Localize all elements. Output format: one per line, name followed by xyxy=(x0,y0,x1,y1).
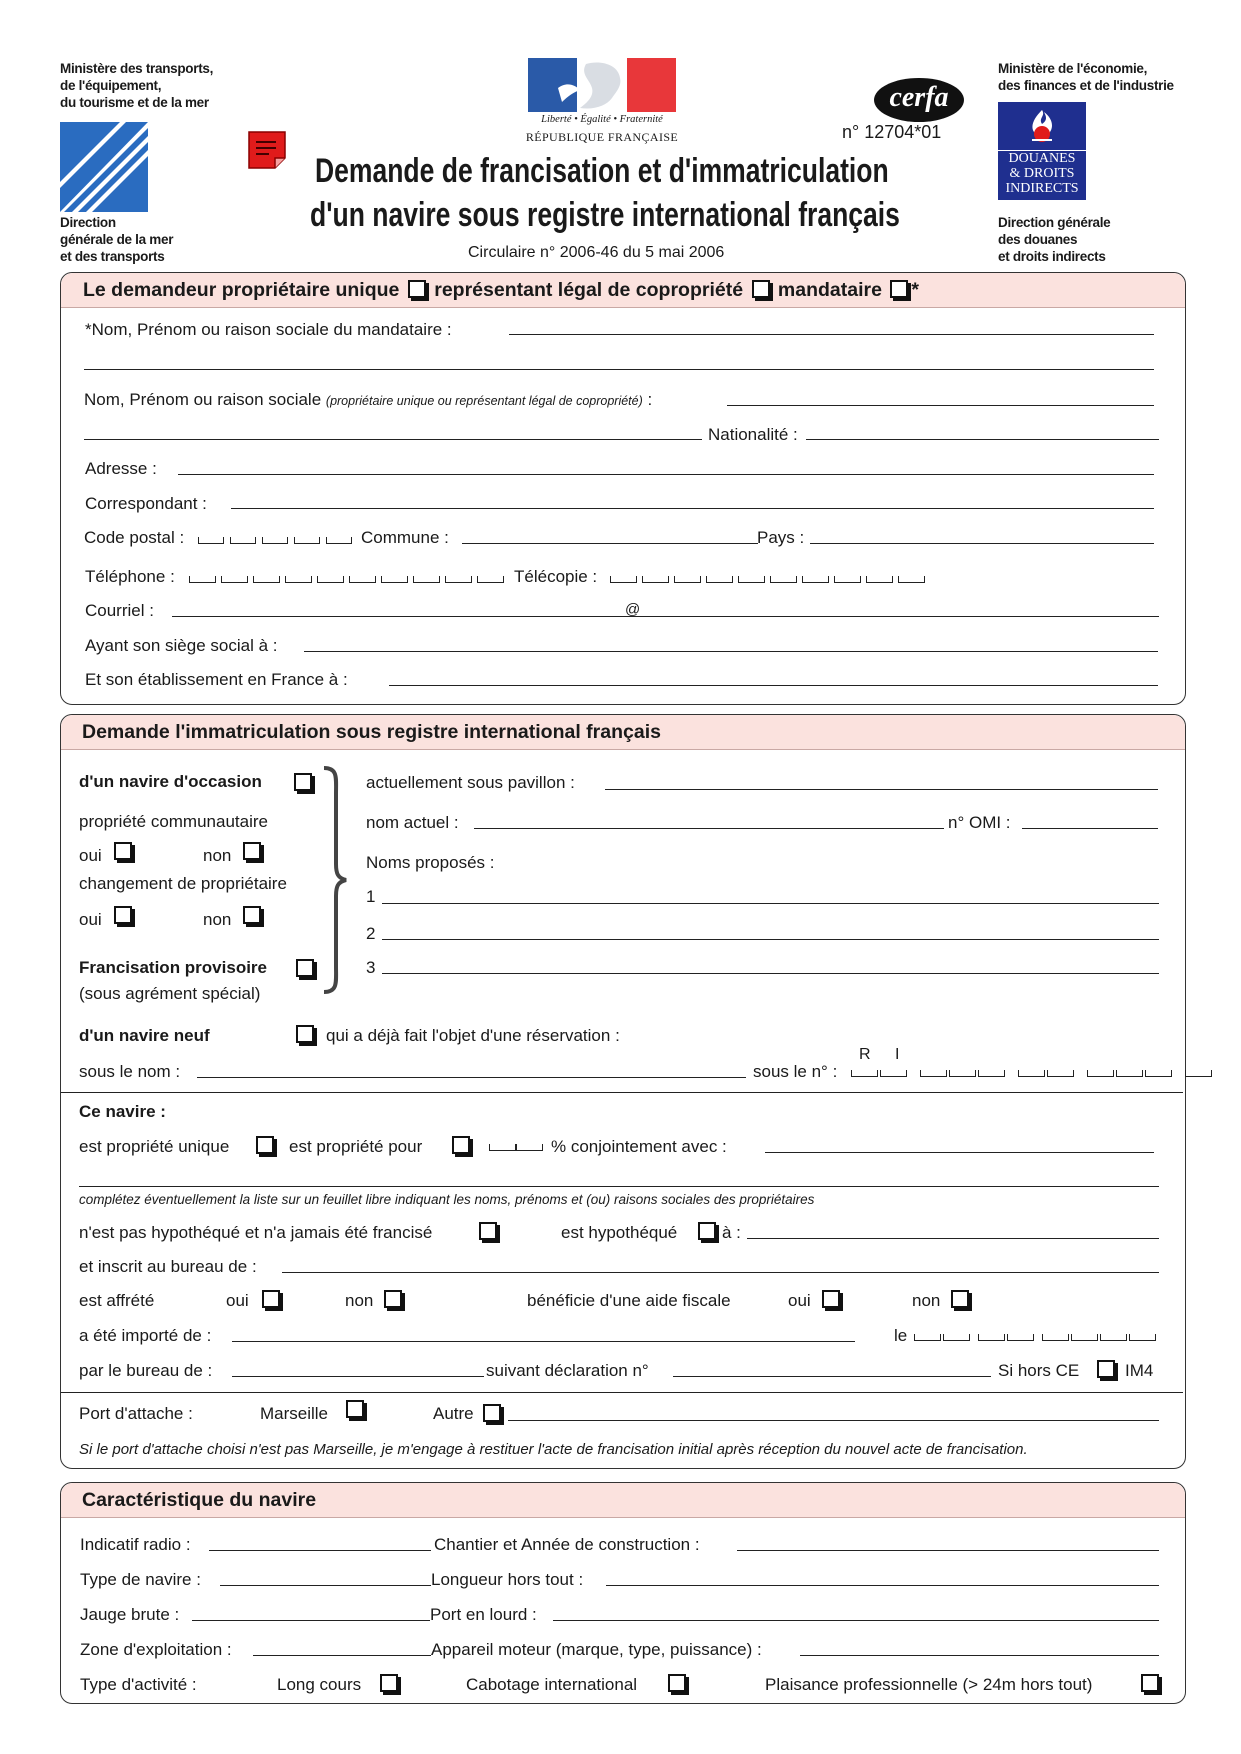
label-im4: IM4 xyxy=(1125,1361,1154,1380)
label-siege: Ayant son siège social à : xyxy=(85,636,278,655)
left-direction-name: Direction générale de la mer et des transports xyxy=(60,215,174,264)
label-plaisance: Plaisance professionnelle (> 24m hors tout) xyxy=(765,1675,1093,1694)
field-nom-actuel[interactable] xyxy=(474,828,944,829)
field-longueur[interactable] xyxy=(606,1585,1159,1586)
label-nom-actuel: nom actuel : xyxy=(366,813,459,832)
label-correspondant: Correspondant : xyxy=(85,494,207,513)
flame-icon xyxy=(1028,108,1056,146)
checkbox-francisation-provisoire[interactable] xyxy=(296,959,314,977)
field-nom-2[interactable] xyxy=(382,939,1159,940)
field-date-import[interactable] xyxy=(914,1334,1156,1342)
label-affrete: est affrété xyxy=(79,1291,155,1310)
label-chantier: Chantier et Année de construction : xyxy=(434,1535,700,1554)
field-adresse[interactable] xyxy=(178,474,1154,475)
circulaire: Circulaire n° 2006-46 du 5 mai 2006 xyxy=(468,244,725,261)
letter-r: R xyxy=(859,1046,871,1063)
checkbox-communautaire-oui[interactable] xyxy=(114,842,132,860)
header-proprietaire-unique: Le demandeur propriétaire unique xyxy=(83,279,400,301)
label-communautaire-oui: oui xyxy=(79,846,102,865)
label-name: Nom, Prénom ou raison sociale (propriétaire unique ou représentant légal de copropriété) : xyxy=(84,390,653,409)
label-aide-non: non xyxy=(912,1291,941,1310)
header-mandataire: mandataire xyxy=(777,279,882,301)
checkbox-aide-non[interactable] xyxy=(951,1290,969,1308)
label-hors-ce: Si hors CE xyxy=(998,1361,1080,1380)
cerfa-number: n° 12704*01 xyxy=(842,122,942,142)
label-affrete-oui: oui xyxy=(226,1291,249,1310)
label-nom-2: 2 xyxy=(366,924,376,943)
field-telephone[interactable] xyxy=(189,576,504,584)
label-hypotheque: est hypothéqué xyxy=(561,1223,678,1242)
field-commune[interactable] xyxy=(462,543,758,544)
right-direction-name: Direction générale des douanes et droits indirects xyxy=(998,215,1111,264)
label-sous-numero: sous le n° : xyxy=(753,1062,838,1081)
label-jauge: Jauge brute : xyxy=(80,1605,180,1624)
label-telecopie: Télécopie : xyxy=(514,567,598,586)
field-pavillon[interactable] xyxy=(605,789,1158,790)
section-header-demandeur xyxy=(61,273,1185,308)
field-nom-1[interactable] xyxy=(382,903,1159,904)
field-correspondant[interactable] xyxy=(231,508,1154,509)
field-nationalite[interactable] xyxy=(806,439,1159,440)
label-omi: n° OMI : xyxy=(948,813,1011,832)
label-indicatif: Indicatif radio : xyxy=(80,1535,191,1554)
checkbox-plaisance[interactable] xyxy=(1141,1674,1159,1692)
transports-ministry-logo xyxy=(60,122,148,212)
label-suivant: suivant déclaration n° xyxy=(486,1361,649,1380)
field-nom-3[interactable] xyxy=(382,973,1159,974)
label-autre: Autre xyxy=(433,1404,474,1423)
label-long-cours: Long cours xyxy=(277,1675,362,1694)
field-etablissement[interactable] xyxy=(389,685,1158,686)
section-title-caracteristique: Caractéristique du navire xyxy=(82,1489,317,1511)
checkbox-occasion[interactable] xyxy=(294,773,312,791)
label-propriete-communautaire: propriété communautaire xyxy=(79,812,268,831)
field-conjointement-line2[interactable] xyxy=(79,1186,1159,1187)
label-mandataire-name: *Nom, Prénom ou raison sociale du mandataire : xyxy=(85,320,452,339)
label-port-lourd: Port en lourd : xyxy=(430,1605,537,1624)
label-commune: Commune : xyxy=(361,528,449,547)
section-caracteristique xyxy=(60,1482,1186,1704)
label-pas-hypotheque: n'est pas hypothéqué et n'a jamais été francisé xyxy=(79,1223,433,1242)
field-telecopie[interactable] xyxy=(610,576,925,584)
label-aide-fiscale: bénéficie d'une aide fiscale xyxy=(527,1291,731,1310)
checkbox-affrete-oui[interactable] xyxy=(262,1290,280,1308)
field-courriel[interactable] xyxy=(172,616,1159,617)
field-par-bureau[interactable] xyxy=(232,1376,484,1377)
label-type-navire: Type de navire : xyxy=(80,1570,201,1589)
label-nom-3: 3 xyxy=(366,958,376,977)
label-ce-navire: Ce navire : xyxy=(79,1102,166,1121)
label-changement-non: non xyxy=(203,910,232,929)
field-conjointement[interactable] xyxy=(765,1152,1154,1153)
label-communautaire-non: non xyxy=(203,846,232,865)
label-conjointement: % conjointement avec : xyxy=(551,1137,727,1156)
label-francisation-provisoire: Francisation provisoire xyxy=(79,958,267,977)
label-reservation: qui a déjà fait l'objet d'une réservation : xyxy=(326,1026,620,1045)
label-port-attache: Port d'attache : xyxy=(79,1404,193,1423)
letter-i: I xyxy=(895,1046,900,1063)
label-le: le xyxy=(894,1326,908,1345)
at-sign: @ xyxy=(625,601,641,618)
section-title-demande: Demande l'immatriculation sous registre international français xyxy=(82,721,661,743)
checkbox-autre[interactable] xyxy=(483,1404,501,1422)
note-completez: complétez éventuellement la liste sur un feuillet libre indiquant les noms, prénoms et (ou) raisons sociales des propriétaires xyxy=(79,1192,815,1207)
label-nationalite: Nationalité : xyxy=(708,425,798,444)
checkbox-changement-oui[interactable] xyxy=(114,906,132,924)
field-mandataire-name-line2[interactable] xyxy=(84,369,1154,370)
field-hypotheque-a[interactable] xyxy=(747,1238,1159,1239)
brace xyxy=(320,764,350,996)
field-jauge[interactable] xyxy=(192,1620,430,1621)
label-nom-1: 1 xyxy=(366,887,376,906)
field-pourcentage[interactable] xyxy=(489,1144,543,1152)
label-changement-oui: oui xyxy=(79,910,102,929)
field-indicatif[interactable] xyxy=(209,1550,431,1551)
field-sous-nom[interactable] xyxy=(197,1077,746,1078)
checkbox-representant-legal[interactable] xyxy=(752,280,770,298)
document-icon xyxy=(247,130,287,170)
label-sous-nom: sous le nom : xyxy=(79,1062,181,1081)
checkbox-affrete-non[interactable] xyxy=(384,1290,402,1308)
checkbox-propriete-pour[interactable] xyxy=(452,1136,470,1154)
form-title-line2: d'un navire sous registre international français xyxy=(310,196,900,234)
label-courriel: Courriel : xyxy=(85,601,154,620)
label-par-bureau: par le bureau de : xyxy=(79,1361,213,1380)
checkbox-cabotage[interactable] xyxy=(668,1674,686,1692)
field-autre[interactable] xyxy=(508,1420,1159,1421)
label-zone: Zone d'exploitation : xyxy=(80,1640,232,1659)
label-affrete-non: non xyxy=(345,1291,374,1310)
checkbox-hors-ce[interactable] xyxy=(1097,1360,1115,1378)
label-inscrit: et inscrit au bureau de : xyxy=(79,1257,257,1276)
asterisk: * xyxy=(911,279,919,301)
field-mandataire-name[interactable] xyxy=(509,334,1154,335)
label-type-activite: Type d'activité : xyxy=(80,1675,197,1694)
checkbox-hypotheque[interactable] xyxy=(698,1222,716,1240)
field-omi[interactable] xyxy=(1022,828,1158,829)
field-zone[interactable] xyxy=(253,1655,431,1656)
field-chantier[interactable] xyxy=(737,1550,1159,1551)
checkbox-aide-oui[interactable] xyxy=(822,1290,840,1308)
douanes-logo: DOUANES & DROITS INDIRECTS xyxy=(998,102,1086,200)
divider xyxy=(61,1092,1183,1093)
label-marseille: Marseille xyxy=(260,1404,329,1423)
field-importe[interactable] xyxy=(232,1341,855,1342)
label-propriete-unique: est propriété unique xyxy=(79,1137,230,1156)
label-importe: a été importé de : xyxy=(79,1326,212,1345)
checkbox-navire-neuf[interactable] xyxy=(296,1025,314,1043)
field-code-postal[interactable] xyxy=(198,537,352,545)
field-suivant[interactable] xyxy=(673,1376,991,1377)
cerfa-logo: cerfa xyxy=(874,78,964,122)
checkbox-communautaire-non[interactable] xyxy=(243,842,261,860)
label-telephone: Téléphone : xyxy=(85,567,175,586)
label-code-postal: Code postal : xyxy=(84,528,185,547)
label-cabotage: Cabotage international xyxy=(466,1675,638,1694)
label-propriete-pour: est propriété pour xyxy=(289,1137,423,1156)
marianne-logo xyxy=(528,58,676,112)
label-pavillon: actuellement sous pavillon : xyxy=(366,773,575,792)
label-changement-proprietaire: changement de propriétaire xyxy=(79,874,287,893)
label-etablissement: Et son établissement en France à : xyxy=(85,670,348,689)
field-inscrit[interactable] xyxy=(282,1272,1159,1273)
republic-name: RÉPUBLIQUE FRANÇAISE xyxy=(525,130,679,144)
label-pays: Pays : xyxy=(757,528,805,547)
section-header-caracteristique xyxy=(61,1483,1185,1518)
checkbox-pas-hypotheque[interactable] xyxy=(479,1222,497,1240)
checkbox-propriete-unique[interactable] xyxy=(256,1136,274,1154)
field-port-lourd[interactable] xyxy=(553,1620,1159,1621)
field-name[interactable] xyxy=(727,405,1154,406)
right-ministry-name: Ministère de l'économie, des finances et de l'industrie xyxy=(998,61,1174,93)
checkbox-mandataire[interactable] xyxy=(890,280,908,298)
label-adresse: Adresse : xyxy=(85,459,157,478)
label-aide-oui: oui xyxy=(788,1291,811,1310)
label-agrement: (sous agrément spécial) xyxy=(79,984,261,1003)
republic-motto: Liberté • Égalité • Fraternité xyxy=(541,114,663,125)
section-header-demande xyxy=(61,715,1185,750)
label-noms-proposes: Noms proposés : xyxy=(366,853,495,872)
note-port: Si le port d'attache choisi n'est pas Marseille, je m'engage à restituer l'acte de francisation initial après réception du nouvel acte de francisation. xyxy=(79,1441,1028,1458)
checkbox-marseille[interactable] xyxy=(346,1400,364,1418)
field-type-navire[interactable] xyxy=(220,1585,431,1586)
left-ministry-name: Ministère des transports, de l'équipement, du tourisme et de la mer xyxy=(60,61,214,110)
field-appareil[interactable] xyxy=(800,1655,1159,1656)
label-hypotheque-a: à : xyxy=(722,1223,741,1242)
checkbox-long-cours[interactable] xyxy=(380,1674,398,1692)
divider-port xyxy=(61,1392,1183,1393)
field-pays[interactable] xyxy=(810,543,1154,544)
form-title-line1: Demande de francisation et d'immatriculation xyxy=(315,152,889,190)
label-appareil: Appareil moteur (marque, type, puissance) : xyxy=(431,1640,762,1659)
field-name-line2[interactable] xyxy=(84,439,702,440)
label-navire-neuf: d'un navire neuf xyxy=(79,1026,210,1045)
header-representant: représentant légal de copropriété xyxy=(434,279,744,301)
checkbox-changement-non[interactable] xyxy=(243,906,261,924)
label-longueur: Longueur hors tout : xyxy=(431,1570,584,1589)
field-siege[interactable] xyxy=(304,651,1158,652)
field-sous-numero[interactable] xyxy=(851,1070,1212,1078)
checkbox-proprietaire-unique[interactable] xyxy=(408,280,426,298)
label-occasion: d'un navire d'occasion xyxy=(79,772,262,791)
